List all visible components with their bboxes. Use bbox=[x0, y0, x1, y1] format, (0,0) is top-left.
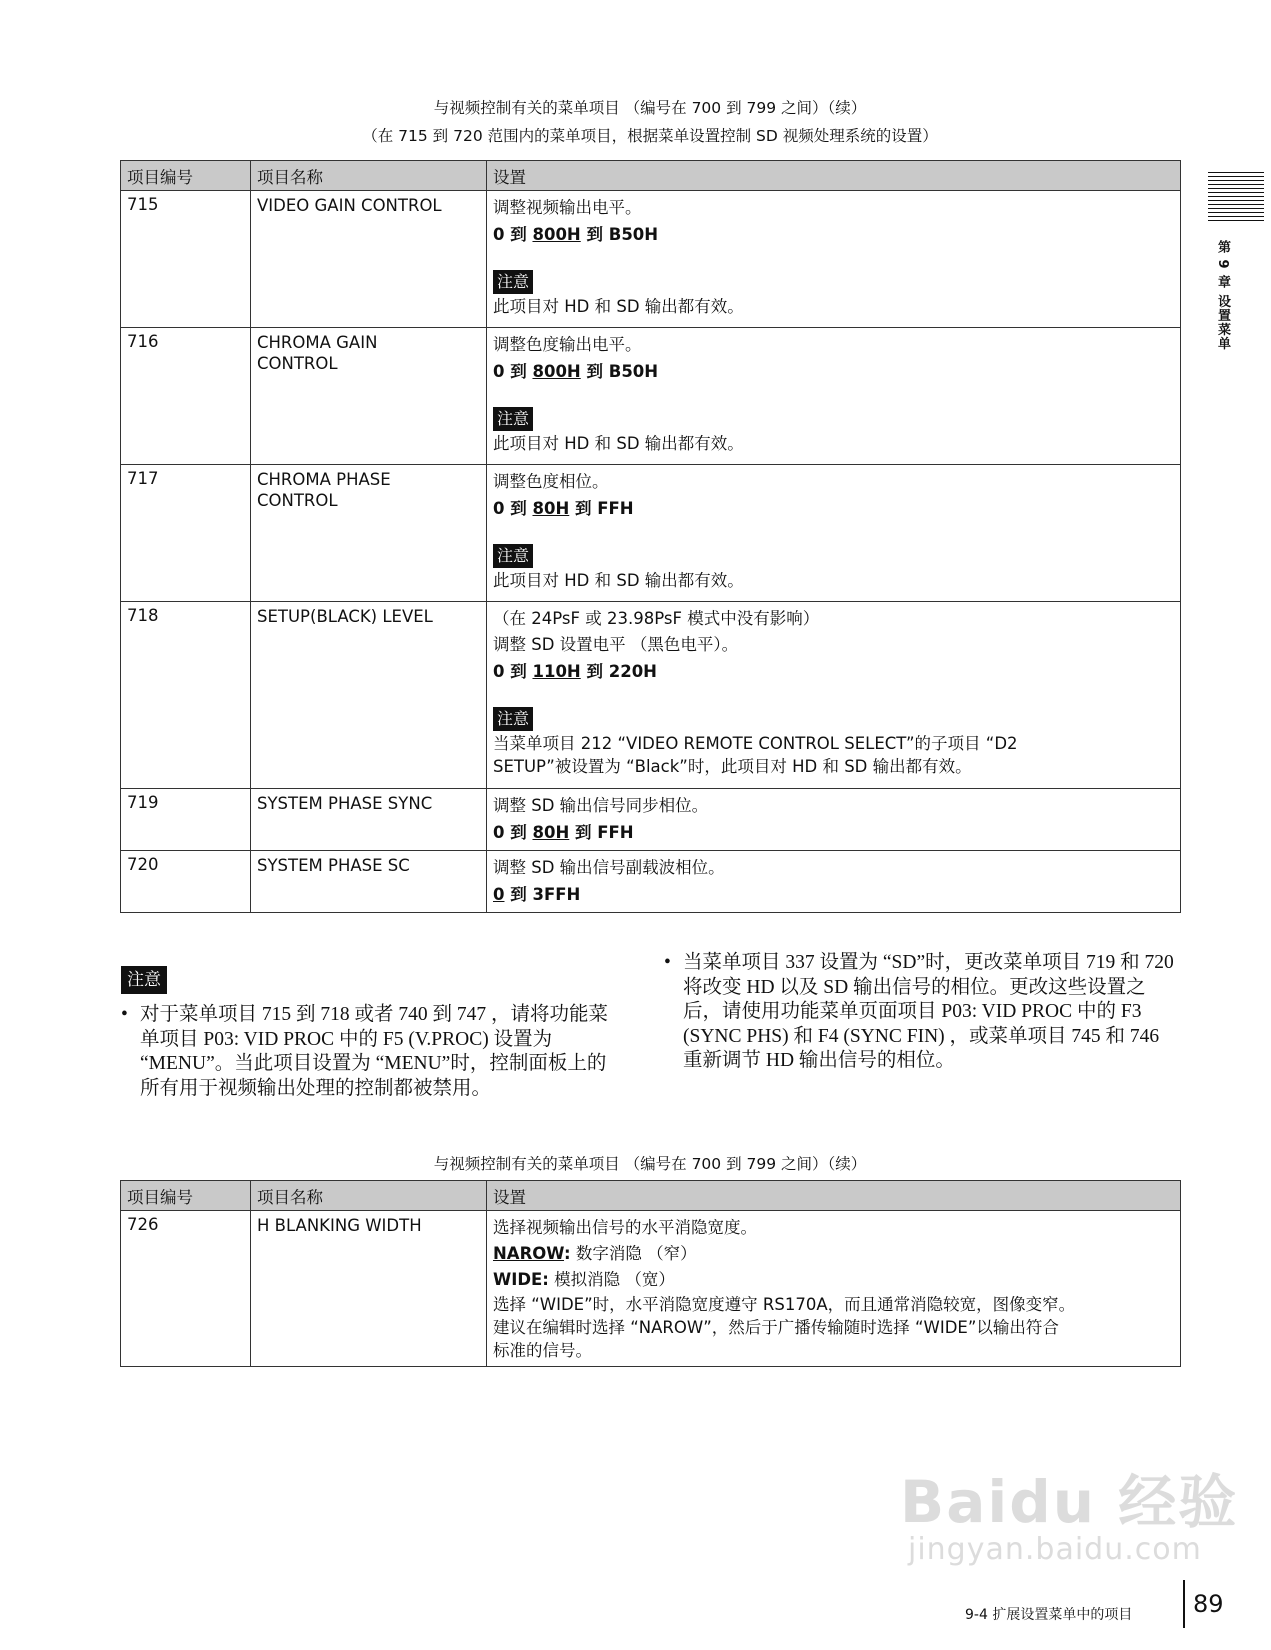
table-row bbox=[121, 851, 1181, 913]
header-setting: 设置 bbox=[487, 1181, 1181, 1211]
setting-range: 0 到 80H 到 FFH bbox=[493, 823, 634, 842]
note-badge: 注意 bbox=[493, 707, 533, 731]
setting-description: 选择视频输出信号的水平消隐宽度。 bbox=[493, 1218, 757, 1237]
item-setting bbox=[487, 602, 1181, 789]
item-name: VIDEO GAIN CONTROL bbox=[251, 191, 487, 328]
note-bullet-right bbox=[664, 951, 1174, 1074]
bullet-mark: • bbox=[121, 1004, 128, 1025]
table-row bbox=[121, 789, 1181, 851]
note-badge: 注意 bbox=[121, 966, 167, 994]
setting-description: 调整 SD 输出信号同步相位。 bbox=[493, 796, 709, 815]
setting-explanation: 建议在编辑时选择 “NAROW”，然后于广播传输随时选择 “WIDE”以输出符合 bbox=[493, 1318, 1059, 1337]
table-caption: 与视频控制有关的菜单项目 （编号在 700 到 799 之间）（续） bbox=[433, 1155, 867, 1173]
setting-description: 调整视频输出电平。 bbox=[493, 198, 642, 217]
note-badge: 注意 bbox=[493, 544, 533, 568]
chapter-tab-bars bbox=[1208, 172, 1264, 224]
setting-description: 调整 SD 输出信号副载波相位。 bbox=[493, 858, 725, 877]
setting-range: 0 到 110H 到 220H bbox=[493, 662, 657, 681]
watermark-logo: Baidu 经验 bbox=[900, 1468, 1239, 1536]
item-setting bbox=[487, 328, 1181, 465]
bullet-text: 对于菜单项目 715 到 718 或者 740 到 747 ，请将功能菜单项目 P03: VID PROC 中的 F5 (V.PROC) 设置为 “MENU”。当此项目设置为 “MENU”时，控制面板上的所有用于视频输出处理的控制都被禁用。 bbox=[140, 1004, 609, 1099]
watermark-url: jingyan.baidu.com bbox=[908, 1532, 1202, 1567]
item-setting bbox=[487, 191, 1181, 328]
option-narow: NAROW: 数字消隐 （窄） bbox=[493, 1244, 697, 1263]
item-number: 719 bbox=[121, 789, 251, 851]
header-item-number: 项目编号 bbox=[121, 1181, 251, 1211]
setting-description: 调整色度相位。 bbox=[493, 472, 609, 491]
note-text: 当菜单项目 212 “VIDEO REMOTE CONTROL SELECT”的子项目 “D2 bbox=[493, 734, 1018, 753]
item-name: SYSTEM PHASE SYNC bbox=[251, 789, 487, 851]
chapter-label: 第 9 章 设置菜单 bbox=[1215, 240, 1230, 351]
header-setting: 设置 bbox=[487, 161, 1181, 191]
table-row bbox=[121, 465, 1181, 602]
item-number: 720 bbox=[121, 851, 251, 913]
item-number: 726 bbox=[121, 1211, 251, 1367]
setting-range: 0 到 3FFH bbox=[493, 885, 581, 904]
table-header-row bbox=[121, 161, 1181, 191]
setting-range: 0 到 80H 到 FFH bbox=[493, 499, 634, 518]
setting-range: 0 到 800H 到 B50H bbox=[493, 362, 659, 381]
table-row bbox=[121, 602, 1181, 789]
default-value: 110H bbox=[532, 662, 581, 681]
footer-section-title: 9-4 扩展设置菜单中的项目 bbox=[965, 1607, 1133, 1623]
table-row bbox=[121, 191, 1181, 328]
page-number: 89 bbox=[1193, 1590, 1224, 1618]
bullet-text: 当菜单项目 337 设置为 “SD”时，更改菜单项目 719 和 720 将改变 HD 以及 SD 输出信号的相位。更改这些设置之后，请使用功能菜单页面项目 P03: VID PROC 中的 F3 (SYNC PHS) 和 F4 (SYNC FIN) ，或菜单项目 745 和 746 重新调节 HD 输出信号的相位。 bbox=[683, 952, 1174, 1071]
table-subcaption: （在 715 到 720 范围内的菜单项目，根据菜单设置控制 SD 视频处理系统的设置） bbox=[362, 127, 938, 145]
setting-description: 调整 SD 设置电平 （黑色电平）。 bbox=[493, 635, 739, 654]
header-item-number: 项目编号 bbox=[121, 161, 251, 191]
bullet-mark: • bbox=[664, 952, 671, 973]
table-header-row bbox=[121, 1181, 1181, 1211]
header-item-name: 项目名称 bbox=[251, 1181, 487, 1211]
item-setting bbox=[487, 851, 1181, 913]
note-bullet-left bbox=[121, 1003, 621, 1101]
item-name: H BLANKING WIDTH bbox=[251, 1211, 487, 1367]
setting-range: 0 到 800H 到 B50H bbox=[493, 225, 659, 244]
table-caption: 与视频控制有关的菜单项目 （编号在 700 到 799 之间）（续） bbox=[433, 99, 867, 117]
default-value: 0 bbox=[493, 885, 505, 904]
item-number: 717 bbox=[121, 465, 251, 602]
setting-explanation: 选择 “WIDE”时，水平消隐宽度遵守 RS170A，而且通常消隐较宽，图像变窄。 bbox=[493, 1295, 1076, 1314]
item-setting bbox=[487, 465, 1181, 602]
setting-description: 调整色度输出电平。 bbox=[493, 335, 642, 354]
menu-items-table bbox=[120, 160, 1181, 913]
item-number: 715 bbox=[121, 191, 251, 328]
setting-explanation: 标准的信号。 bbox=[493, 1341, 592, 1360]
item-name: SETUP(BLACK) LEVEL bbox=[251, 602, 487, 789]
item-name: CHROMA PHASE CONTROL bbox=[251, 465, 487, 602]
default-value: 80H bbox=[532, 499, 570, 518]
item-number: 716 bbox=[121, 328, 251, 465]
setting-precondition: （在 24PsF 或 23.98PsF 模式中没有影响） bbox=[493, 609, 820, 628]
item-setting bbox=[487, 789, 1181, 851]
note-text: 此项目对 HD 和 SD 输出都有效。 bbox=[493, 571, 744, 590]
menu-items-table-continued bbox=[120, 1180, 1181, 1367]
note-badge: 注意 bbox=[493, 270, 533, 294]
default-value: 80H bbox=[532, 823, 570, 842]
item-name: SYSTEM PHASE SC bbox=[251, 851, 487, 913]
note-text: 此项目对 HD 和 SD 输出都有效。 bbox=[493, 434, 744, 453]
default-value: 800H bbox=[532, 362, 581, 381]
item-name: CHROMA GAIN CONTROL bbox=[251, 328, 487, 465]
table-row bbox=[121, 328, 1181, 465]
default-value: 800H bbox=[532, 225, 581, 244]
note-text: 此项目对 HD 和 SD 输出都有效。 bbox=[493, 297, 744, 316]
note-badge: 注意 bbox=[493, 407, 533, 431]
header-item-name: 项目名称 bbox=[251, 161, 487, 191]
table-row bbox=[121, 1211, 1181, 1367]
note-text: SETUP”被设置为 “Black”时，此项目对 HD 和 SD 输出都有效。 bbox=[493, 757, 972, 776]
option-wide: WIDE: 模拟消隐 （宽） bbox=[493, 1270, 675, 1289]
footer-divider bbox=[1183, 1580, 1185, 1628]
item-setting bbox=[487, 1211, 1181, 1367]
item-number: 718 bbox=[121, 602, 251, 789]
